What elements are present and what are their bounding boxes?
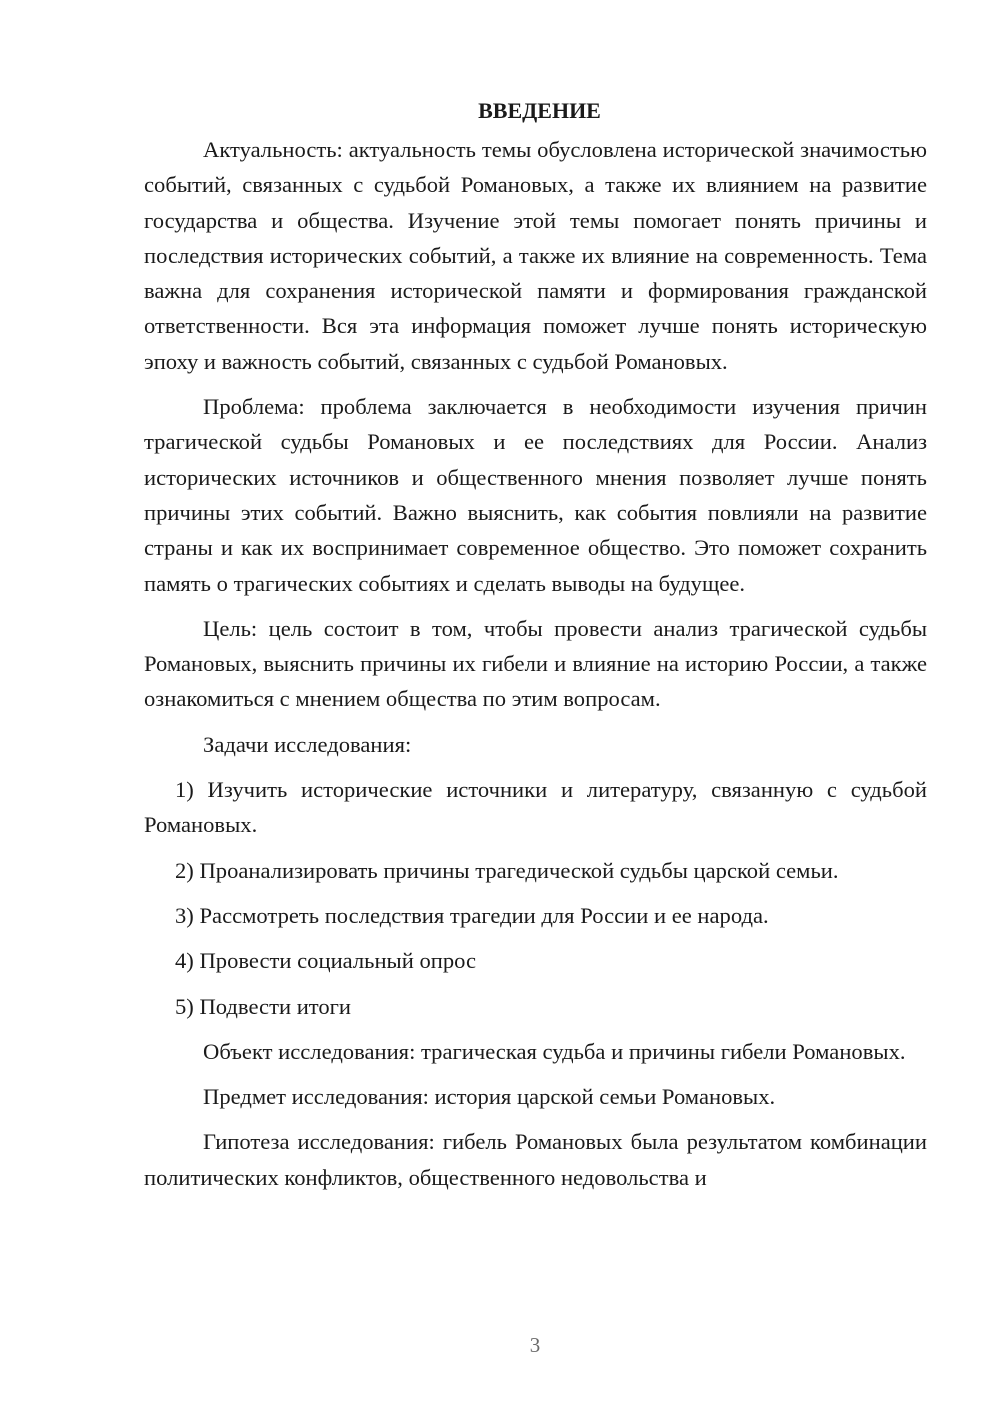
relevance-paragraph: Актуальность: актуальность темы обусловлена исторической значимостью событий, связанных с судьбой Романовых, а также их влиянием на развитие государства и общества. Изучение этой темы помогает понять причины и последствия исторических событий, а также их влияние на современность. Тема важна для сохранения исторической памяти и формирования гражданской ответственности. Вся эта информация поможет лучше понять историческую эпоху и важность событий, связанных с судьбой Романовых. — [144, 137, 927, 374]
tasks-heading: Задачи исследования: — [203, 731, 412, 757]
task-item-5: 5) Подвести итоги — [175, 993, 352, 1019]
task-item-2: 2) Проанализировать причины трагедической судьбы царской семьи. — [175, 857, 839, 883]
hypothesis-paragraph: Гипотеза исследования: гибель Романовых была результатом комбинации политических конфликтов, общественного недовольства и — [144, 1129, 927, 1190]
page-number: 3 — [529, 1333, 541, 1357]
page-content — [144, 92, 927, 1195]
goal-paragraph: Цель: цель состоит в том, чтобы провести анализ трагической судьбы Романовых, выяснить причины их гибели и влияние на историю России, а также ознакомиться с мнением общества по этим вопросам. — [144, 615, 927, 712]
task-item-4: 4) Провести социальный опрос — [175, 948, 477, 974]
subject-paragraph: Предмет исследования: история царской семьи Романовых. — [203, 1084, 776, 1110]
object-paragraph: Объект исследования: трагическая судьба и причины гибели Романовых. — [203, 1038, 906, 1064]
task-item-3: 3) Рассмотреть последствия трагедии для России и ее народа. — [175, 902, 769, 928]
task-item-1: 1) Изучить исторические источники и литературу, связанную с судьбой Романовых. — [144, 777, 927, 838]
section-title: ВВЕДЕНИЕ — [478, 98, 601, 123]
problem-paragraph: Проблема: проблема заключается в необходимости изучения причин трагической судьбы Романовых и ее последствиях для России. Анализ исторических источников и общественного мнения позволяет лучше понять причины этих событий. Важно выяснить, как события повлияли на развитие страны и как их воспринимает современное общество. Это поможет сохранить память о трагических событиях и сделать выводы на будущее. — [144, 394, 927, 596]
